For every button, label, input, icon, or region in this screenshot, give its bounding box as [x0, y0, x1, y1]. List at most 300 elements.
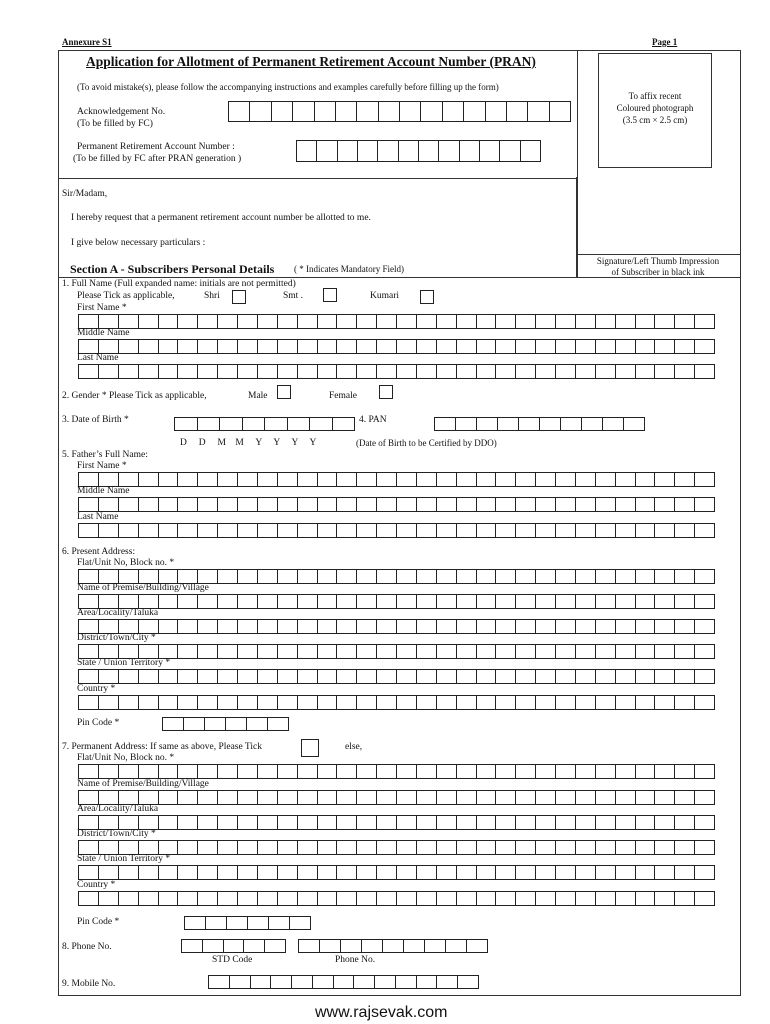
mobile-number-boxes[interactable]	[208, 975, 479, 989]
char-cell[interactable]	[616, 764, 636, 779]
char-cell[interactable]	[159, 815, 179, 830]
char-cell[interactable]	[159, 523, 179, 538]
char-cell[interactable]	[616, 523, 636, 538]
char-cell[interactable]	[636, 364, 656, 379]
char-cell[interactable]	[596, 840, 616, 855]
char-cell[interactable]	[616, 815, 636, 830]
char-cell[interactable]	[636, 497, 656, 512]
char-cell[interactable]	[477, 644, 497, 659]
char-cell[interactable]	[467, 939, 488, 953]
char-cell[interactable]	[496, 669, 516, 684]
char-cell[interactable]	[655, 644, 675, 659]
char-cell[interactable]	[178, 364, 198, 379]
char-cell[interactable]	[636, 594, 656, 609]
char-cell[interactable]	[596, 790, 616, 805]
char-cell[interactable]	[298, 840, 318, 855]
char-cell[interactable]	[297, 140, 317, 162]
female-checkbox[interactable]	[379, 385, 393, 399]
char-cell[interactable]	[119, 523, 139, 538]
char-cell[interactable]	[377, 314, 397, 329]
char-cell[interactable]	[79, 314, 99, 329]
char-cell[interactable]	[437, 364, 457, 379]
char-cell[interactable]	[397, 790, 417, 805]
char-cell[interactable]	[265, 939, 286, 953]
char-cell[interactable]	[337, 644, 357, 659]
char-cell[interactable]	[178, 523, 198, 538]
char-cell[interactable]	[159, 619, 179, 634]
char-cell[interactable]	[377, 865, 397, 880]
char-cell[interactable]	[624, 417, 645, 431]
char-cell[interactable]	[457, 497, 477, 512]
char-cell[interactable]	[675, 840, 695, 855]
char-cell[interactable]	[655, 314, 675, 329]
char-cell[interactable]	[218, 619, 238, 634]
char-cell[interactable]	[337, 865, 357, 880]
char-cell[interactable]	[258, 815, 278, 830]
char-cell[interactable]	[258, 594, 278, 609]
char-cell[interactable]	[79, 865, 99, 880]
char-cell[interactable]	[496, 764, 516, 779]
char-cell[interactable]	[139, 339, 159, 354]
char-cell[interactable]	[206, 916, 227, 930]
char-cell[interactable]	[457, 764, 477, 779]
char-cell[interactable]	[79, 840, 99, 855]
char-cell[interactable]	[218, 497, 238, 512]
char-cell[interactable]	[561, 417, 582, 431]
char-cell[interactable]	[516, 619, 536, 634]
char-cell[interactable]	[337, 891, 357, 906]
char-cell[interactable]	[377, 472, 397, 487]
char-cell[interactable]	[596, 339, 616, 354]
char-cell[interactable]	[298, 669, 318, 684]
char-cell[interactable]	[278, 339, 298, 354]
char-cell[interactable]	[238, 594, 258, 609]
char-cell[interactable]	[218, 314, 238, 329]
char-cell[interactable]	[238, 695, 258, 710]
char-cell[interactable]	[417, 339, 437, 354]
char-cell[interactable]	[357, 339, 377, 354]
char-cell[interactable]	[399, 140, 419, 162]
char-cell[interactable]	[397, 569, 417, 584]
char-cell[interactable]	[119, 815, 139, 830]
char-cell[interactable]	[477, 339, 497, 354]
char-cell[interactable]	[298, 891, 318, 906]
char-cell[interactable]	[457, 865, 477, 880]
present-state-boxes[interactable]	[78, 669, 715, 684]
char-cell[interactable]	[516, 472, 536, 487]
char-cell[interactable]	[437, 840, 457, 855]
char-cell[interactable]	[318, 472, 338, 487]
char-cell[interactable]	[655, 619, 675, 634]
char-cell[interactable]	[655, 472, 675, 487]
char-cell[interactable]	[596, 314, 616, 329]
char-cell[interactable]	[258, 314, 278, 329]
char-cell[interactable]	[218, 840, 238, 855]
char-cell[interactable]	[278, 695, 298, 710]
char-cell[interactable]	[616, 840, 636, 855]
char-cell[interactable]	[446, 939, 467, 953]
char-cell[interactable]	[278, 523, 298, 538]
char-cell[interactable]	[248, 916, 269, 930]
char-cell[interactable]	[695, 644, 715, 659]
char-cell[interactable]	[198, 891, 218, 906]
char-cell[interactable]	[79, 764, 99, 779]
char-cell[interactable]	[119, 594, 139, 609]
char-cell[interactable]	[357, 497, 377, 512]
char-cell[interactable]	[298, 619, 318, 634]
present-area-boxes[interactable]	[78, 619, 715, 634]
char-cell[interactable]	[218, 790, 238, 805]
char-cell[interactable]	[636, 669, 656, 684]
char-cell[interactable]	[119, 569, 139, 584]
char-cell[interactable]	[417, 815, 437, 830]
char-cell[interactable]	[675, 619, 695, 634]
char-cell[interactable]	[437, 594, 457, 609]
char-cell[interactable]	[79, 364, 99, 379]
char-cell[interactable]	[178, 840, 198, 855]
char-cell[interactable]	[265, 417, 288, 431]
char-cell[interactable]	[337, 815, 357, 830]
char-cell[interactable]	[159, 594, 179, 609]
char-cell[interactable]	[458, 975, 479, 989]
char-cell[interactable]	[278, 790, 298, 805]
char-cell[interactable]	[293, 101, 314, 122]
char-cell[interactable]	[516, 764, 536, 779]
char-cell[interactable]	[258, 339, 278, 354]
char-cell[interactable]	[159, 339, 179, 354]
char-cell[interactable]	[278, 891, 298, 906]
char-cell[interactable]	[357, 314, 377, 329]
char-cell[interactable]	[457, 339, 477, 354]
char-cell[interactable]	[457, 891, 477, 906]
char-cell[interactable]	[576, 569, 596, 584]
char-cell[interactable]	[318, 314, 338, 329]
char-cell[interactable]	[258, 840, 278, 855]
char-cell[interactable]	[139, 764, 159, 779]
char-cell[interactable]	[396, 975, 417, 989]
char-cell[interactable]	[258, 497, 278, 512]
char-cell[interactable]	[695, 339, 715, 354]
char-cell[interactable]	[377, 790, 397, 805]
char-cell[interactable]	[417, 497, 437, 512]
char-cell[interactable]	[99, 594, 119, 609]
char-cell[interactable]	[636, 472, 656, 487]
char-cell[interactable]	[178, 339, 198, 354]
char-cell[interactable]	[377, 695, 397, 710]
char-cell[interactable]	[397, 695, 417, 710]
shri-checkbox[interactable]	[232, 290, 246, 304]
char-cell[interactable]	[218, 764, 238, 779]
char-cell[interactable]	[536, 594, 556, 609]
char-cell[interactable]	[675, 865, 695, 880]
char-cell[interactable]	[218, 594, 238, 609]
char-cell[interactable]	[460, 140, 480, 162]
char-cell[interactable]	[516, 339, 536, 354]
char-cell[interactable]	[99, 669, 119, 684]
char-cell[interactable]	[278, 497, 298, 512]
char-cell[interactable]	[404, 939, 425, 953]
char-cell[interactable]	[655, 669, 675, 684]
char-cell[interactable]	[79, 891, 99, 906]
char-cell[interactable]	[278, 594, 298, 609]
char-cell[interactable]	[139, 790, 159, 805]
char-cell[interactable]	[226, 717, 247, 731]
char-cell[interactable]	[218, 644, 238, 659]
char-cell[interactable]	[596, 472, 616, 487]
char-cell[interactable]	[178, 669, 198, 684]
char-cell[interactable]	[139, 364, 159, 379]
char-cell[interactable]	[198, 764, 218, 779]
char-cell[interactable]	[238, 815, 258, 830]
char-cell[interactable]	[298, 497, 318, 512]
char-cell[interactable]	[258, 619, 278, 634]
char-cell[interactable]	[695, 764, 715, 779]
char-cell[interactable]	[198, 339, 218, 354]
present-flat-boxes[interactable]	[78, 569, 715, 584]
char-cell[interactable]	[636, 764, 656, 779]
char-cell[interactable]	[178, 764, 198, 779]
char-cell[interactable]	[419, 140, 439, 162]
char-cell[interactable]	[298, 790, 318, 805]
char-cell[interactable]	[496, 497, 516, 512]
char-cell[interactable]	[397, 891, 417, 906]
char-cell[interactable]	[119, 695, 139, 710]
char-cell[interactable]	[675, 314, 695, 329]
char-cell[interactable]	[596, 644, 616, 659]
char-cell[interactable]	[278, 764, 298, 779]
char-cell[interactable]	[198, 497, 218, 512]
char-cell[interactable]	[99, 790, 119, 805]
char-cell[interactable]	[675, 815, 695, 830]
char-cell[interactable]	[269, 916, 290, 930]
char-cell[interactable]	[516, 364, 536, 379]
phone-number-boxes[interactable]	[298, 939, 488, 953]
char-cell[interactable]	[477, 364, 497, 379]
char-cell[interactable]	[318, 339, 338, 354]
char-cell[interactable]	[556, 865, 576, 880]
char-cell[interactable]	[218, 891, 238, 906]
char-cell[interactable]	[247, 717, 268, 731]
char-cell[interactable]	[378, 140, 398, 162]
char-cell[interactable]	[596, 695, 616, 710]
char-cell[interactable]	[477, 497, 497, 512]
char-cell[interactable]	[417, 472, 437, 487]
char-cell[interactable]	[99, 364, 119, 379]
char-cell[interactable]	[477, 619, 497, 634]
kumari-checkbox[interactable]	[420, 290, 434, 304]
char-cell[interactable]	[198, 314, 218, 329]
char-cell[interactable]	[313, 975, 334, 989]
char-cell[interactable]	[556, 364, 576, 379]
char-cell[interactable]	[695, 364, 715, 379]
char-cell[interactable]	[178, 644, 198, 659]
char-cell[interactable]	[486, 101, 507, 122]
char-cell[interactable]	[238, 339, 258, 354]
char-cell[interactable]	[536, 523, 556, 538]
char-cell[interactable]	[695, 523, 715, 538]
char-cell[interactable]	[238, 840, 258, 855]
char-cell[interactable]	[238, 364, 258, 379]
char-cell[interactable]	[119, 339, 139, 354]
char-cell[interactable]	[655, 865, 675, 880]
char-cell[interactable]	[238, 790, 258, 805]
char-cell[interactable]	[397, 669, 417, 684]
char-cell[interactable]	[576, 314, 596, 329]
char-cell[interactable]	[238, 891, 258, 906]
char-cell[interactable]	[536, 815, 556, 830]
char-cell[interactable]	[655, 891, 675, 906]
char-cell[interactable]	[230, 975, 251, 989]
char-cell[interactable]	[198, 815, 218, 830]
char-cell[interactable]	[556, 523, 576, 538]
char-cell[interactable]	[636, 314, 656, 329]
char-cell[interactable]	[417, 891, 437, 906]
char-cell[interactable]	[576, 695, 596, 710]
char-cell[interactable]	[318, 815, 338, 830]
char-cell[interactable]	[536, 865, 556, 880]
char-cell[interactable]	[377, 815, 397, 830]
char-cell[interactable]	[357, 695, 377, 710]
char-cell[interactable]	[79, 497, 99, 512]
char-cell[interactable]	[79, 644, 99, 659]
char-cell[interactable]	[119, 764, 139, 779]
char-cell[interactable]	[556, 472, 576, 487]
char-cell[interactable]	[198, 619, 218, 634]
char-cell[interactable]	[675, 594, 695, 609]
char-cell[interactable]	[377, 523, 397, 538]
char-cell[interactable]	[636, 569, 656, 584]
char-cell[interactable]	[516, 790, 536, 805]
char-cell[interactable]	[377, 339, 397, 354]
char-cell[interactable]	[616, 790, 636, 805]
char-cell[interactable]	[119, 619, 139, 634]
char-cell[interactable]	[229, 101, 250, 122]
char-cell[interactable]	[695, 815, 715, 830]
char-cell[interactable]	[582, 417, 603, 431]
char-cell[interactable]	[477, 695, 497, 710]
char-cell[interactable]	[655, 594, 675, 609]
char-cell[interactable]	[159, 840, 179, 855]
pran-number-boxes[interactable]	[296, 140, 541, 162]
char-cell[interactable]	[596, 497, 616, 512]
char-cell[interactable]	[636, 619, 656, 634]
char-cell[interactable]	[603, 417, 624, 431]
char-cell[interactable]	[457, 569, 477, 584]
char-cell[interactable]	[417, 764, 437, 779]
char-cell[interactable]	[320, 939, 341, 953]
present-premise-boxes[interactable]	[78, 594, 715, 609]
char-cell[interactable]	[337, 339, 357, 354]
char-cell[interactable]	[576, 497, 596, 512]
char-cell[interactable]	[198, 364, 218, 379]
char-cell[interactable]	[457, 314, 477, 329]
char-cell[interactable]	[178, 891, 198, 906]
char-cell[interactable]	[377, 840, 397, 855]
char-cell[interactable]	[139, 523, 159, 538]
char-cell[interactable]	[457, 523, 477, 538]
char-cell[interactable]	[496, 364, 516, 379]
char-cell[interactable]	[500, 140, 520, 162]
char-cell[interactable]	[357, 840, 377, 855]
char-cell[interactable]	[185, 916, 206, 930]
char-cell[interactable]	[178, 472, 198, 487]
char-cell[interactable]	[519, 417, 540, 431]
char-cell[interactable]	[576, 619, 596, 634]
char-cell[interactable]	[139, 891, 159, 906]
char-cell[interactable]	[596, 619, 616, 634]
char-cell[interactable]	[333, 417, 356, 431]
char-cell[interactable]	[616, 669, 636, 684]
char-cell[interactable]	[477, 523, 497, 538]
char-cell[interactable]	[536, 364, 556, 379]
char-cell[interactable]	[516, 891, 536, 906]
char-cell[interactable]	[576, 339, 596, 354]
char-cell[interactable]	[536, 891, 556, 906]
char-cell[interactable]	[695, 695, 715, 710]
char-cell[interactable]	[695, 472, 715, 487]
father-last-name-boxes[interactable]	[78, 523, 715, 538]
char-cell[interactable]	[496, 891, 516, 906]
char-cell[interactable]	[203, 939, 224, 953]
char-cell[interactable]	[119, 497, 139, 512]
char-cell[interactable]	[457, 840, 477, 855]
char-cell[interactable]	[357, 644, 377, 659]
char-cell[interactable]	[198, 790, 218, 805]
char-cell[interactable]	[496, 569, 516, 584]
char-cell[interactable]	[377, 644, 397, 659]
male-checkbox[interactable]	[277, 385, 291, 399]
char-cell[interactable]	[218, 865, 238, 880]
char-cell[interactable]	[576, 669, 596, 684]
char-cell[interactable]	[238, 497, 258, 512]
char-cell[interactable]	[318, 569, 338, 584]
char-cell[interactable]	[655, 339, 675, 354]
char-cell[interactable]	[315, 101, 336, 122]
char-cell[interactable]	[243, 417, 266, 431]
present-pin-boxes[interactable]	[162, 717, 289, 731]
char-cell[interactable]	[498, 417, 519, 431]
char-cell[interactable]	[99, 891, 119, 906]
char-cell[interactable]	[417, 644, 437, 659]
char-cell[interactable]	[178, 790, 198, 805]
char-cell[interactable]	[79, 669, 99, 684]
char-cell[interactable]	[437, 497, 457, 512]
char-cell[interactable]	[596, 891, 616, 906]
char-cell[interactable]	[182, 939, 203, 953]
char-cell[interactable]	[318, 865, 338, 880]
char-cell[interactable]	[655, 497, 675, 512]
char-cell[interactable]	[292, 975, 313, 989]
char-cell[interactable]	[278, 619, 298, 634]
char-cell[interactable]	[119, 891, 139, 906]
char-cell[interactable]	[163, 717, 184, 731]
char-cell[interactable]	[139, 472, 159, 487]
char-cell[interactable]	[397, 865, 417, 880]
char-cell[interactable]	[379, 101, 400, 122]
smt-checkbox[interactable]	[323, 288, 337, 302]
char-cell[interactable]	[695, 314, 715, 329]
char-cell[interactable]	[417, 364, 437, 379]
char-cell[interactable]	[337, 695, 357, 710]
char-cell[interactable]	[250, 101, 271, 122]
char-cell[interactable]	[337, 790, 357, 805]
char-cell[interactable]	[616, 314, 636, 329]
char-cell[interactable]	[318, 619, 338, 634]
char-cell[interactable]	[536, 644, 556, 659]
char-cell[interactable]	[318, 644, 338, 659]
char-cell[interactable]	[457, 790, 477, 805]
char-cell[interactable]	[576, 594, 596, 609]
